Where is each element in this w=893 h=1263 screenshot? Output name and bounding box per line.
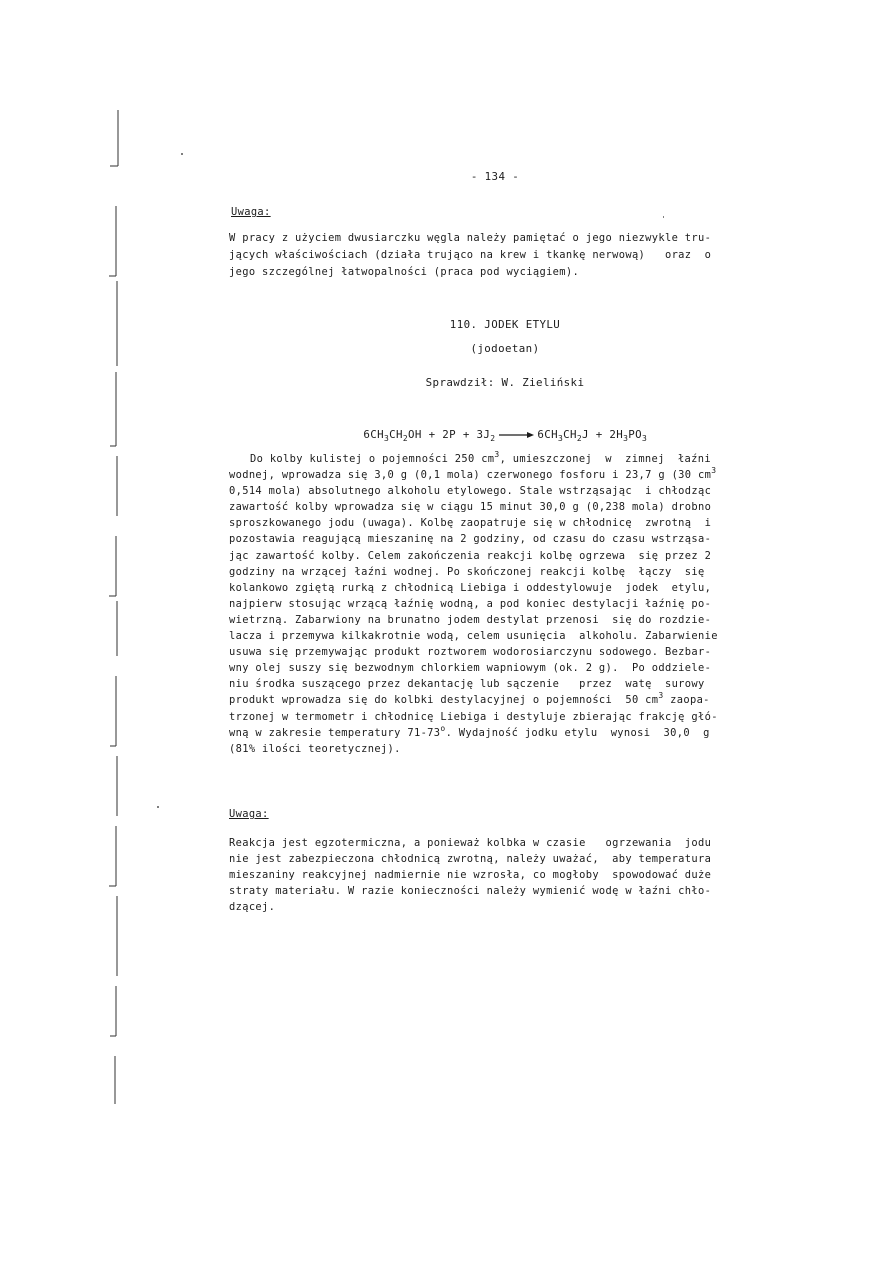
paragraph-line: najpierw stosując wrzącą łaźnię wodną, a pod koniec destylacji łaźnię po-: [229, 597, 712, 610]
paragraph-line: wną w zakresie temperatury 71-73$^o$. Wydajność jodku etylu wynosi 30,0 g: [229, 723, 710, 739]
paragraph-line: kolankowo zgiętą rurką z chłodnicą Liebiga i oddestylowuje jodek etylu,: [229, 581, 712, 594]
paragraph-line: godziny na wrzącej łaźni wodnej. Po skończonej reakcji kolbę łączy się: [229, 565, 705, 578]
section-subtitle: (jodoetan): [470, 342, 540, 355]
note-line: nie jest zabezpieczona chłodnicą zwrotną, należy uważać, aby temperatura: [229, 853, 712, 865]
paragraph-line: wodnej, wprowadza się 3,0 g (0,1 mola) czerwonego fosforu i 23,7 g (30 $cm^3$: [229, 466, 717, 482]
scan-speck: [157, 806, 159, 808]
paragraph-line: produkt wprowadza się do kolbki destylacyjnej o pojemności 50 $cm^3$ zaopa-: [229, 691, 710, 707]
paragraph-line: (81% ilości teoretycznej).: [229, 742, 401, 755]
paragraph-line: niu środka suszącego przez dekantację lub sączenie przez watę surowy: [229, 678, 705, 691]
paragraph-line: pozostawia reagującą mieszaninę na 2 godziny, od czasu do czasu wstrząsa-: [229, 533, 712, 546]
note-line: mieszaniny reakcyjnej nadmiernie nie wzrosła, co mogłoby spowodować duże: [229, 869, 712, 881]
note-heading: Uwaga:: [229, 808, 269, 820]
paragraph-line: wny olej suszy się bezwodnym chlorkiem wapniowym (ok. 2 g). Po oddziele-: [229, 662, 712, 675]
binding-edge-marks: [104, 96, 128, 1106]
paragraph-line: usuwa się przemywając produkt roztworem wodorosiarczynu sodowego. Bezbar-: [229, 646, 712, 659]
paragraph-line: zawartość kolby wprowadza się w ciągu 15 minut 30,0 g (0,238 mola) drobno: [229, 501, 712, 514]
paragraph-line: 0,514 mola) absolutnego alkoholu etylowego. Stale wstrząsając i chłodząc: [229, 485, 712, 498]
paragraph-line: trzonej w termometr i chłodnicę Liebiga i destyluje zbierając frakcję głó-: [229, 710, 718, 723]
paragraph-line: jąc zawartość kolby. Celem zakończenia reakcji kolbę ogrzewa się przez 2: [229, 549, 712, 562]
paragraph-line: Do kolby kulistej o pojemności 250 $cm^3$, umieszczonej w zimnej łaźni: [250, 450, 711, 465]
equation-reactants: $6CH_3CH_2OH + 2P + 3J_2$: [363, 427, 496, 443]
paragraph-line: lacza i przemywa kilkakrotnie wodą, celem usunięcia alkoholu. Zabarwienie: [229, 630, 718, 643]
scan-speck: [181, 153, 183, 155]
note-line: W pracy z użyciem dwusiarczku węgla należy pamiętać o jego niezwykle tru-: [229, 232, 712, 244]
checked-by: Sprawdził: W. Zieliński: [425, 376, 585, 389]
scan-speck: [663, 216, 664, 218]
paragraph-line: sproszkowanego jodu (uwaga). Kolbę zaopatruje się w chłodnicę zwrotną i: [229, 517, 712, 530]
note-line: jego szczególnej łatwopalności (praca pod wyciągiem).: [229, 266, 580, 278]
procedure-paragraph: [229, 451, 718, 757]
section-title: 110. JODEK ETYLU: [449, 318, 561, 331]
reaction-arrow-icon: [497, 431, 535, 439]
note-line: dzącej.: [229, 901, 276, 913]
note-line: straty materiału. W razie konieczności należy wymienić wodę w łaźni chło-: [229, 885, 712, 897]
note-line: jących właściwościach (działa trująco na krew i tkankę nerwową) oraz o: [229, 249, 712, 261]
note-heading: Uwaga:: [231, 206, 271, 218]
equation-products: $6CH_3CH_2J + 2H_3PO_3$: [537, 427, 648, 443]
note-line: Reakcja jest egzotermiczna, a ponieważ kolbka w czasie ogrzewania jodu: [229, 837, 712, 849]
paragraph-line: wietrzną. Zabarwiony na brunatno jodem destylat przenosi się do rozdzie-: [229, 613, 712, 626]
page-number: - 134 -: [470, 170, 520, 183]
